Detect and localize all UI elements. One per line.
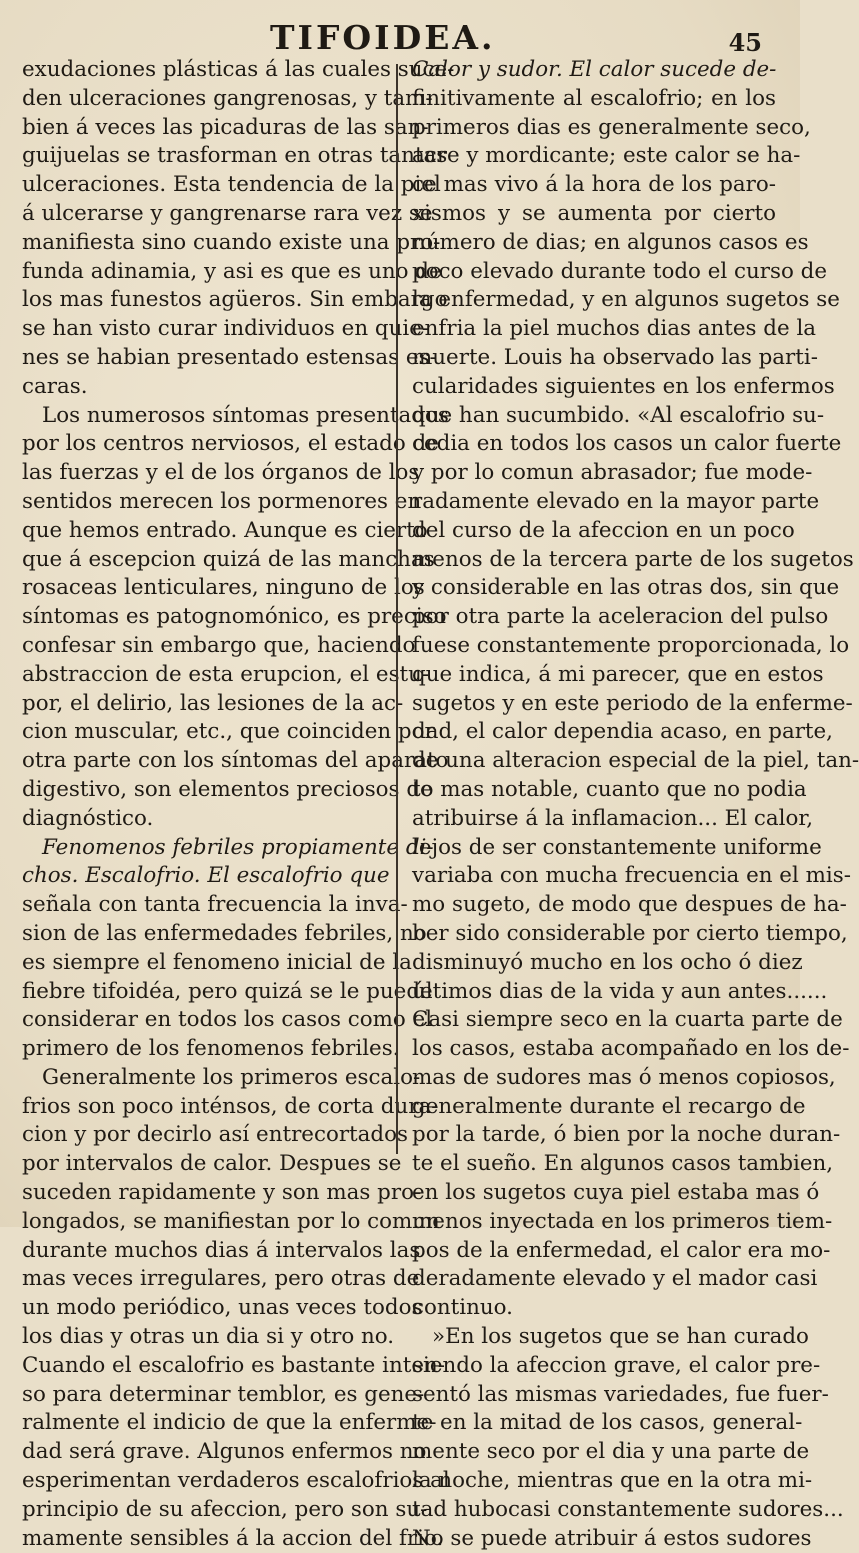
running-title: TIFOIDEA.: [270, 18, 496, 57]
right-column-line: la noche, mientras que en la otra mi-: [412, 1468, 813, 1494]
right-column-line: los casos, estaba acompañado en los de-: [412, 1036, 850, 1062]
right-column-line: fuese constantemente proporcionada, lo: [412, 632, 850, 658]
left-column-line: síntomas es patognomónico, es preciso: [22, 604, 447, 630]
left-column-line: que á escepcion quizá de las manchas: [22, 546, 435, 572]
right-column-line: poco elevado durante todo el curso de: [412, 258, 828, 284]
right-column: [412, 56, 859, 1553]
left-column-line: chos. Escalofrio. El escalofrio que: [22, 863, 390, 889]
left-column-line: por, el delirio, las lesiones de la ac-: [22, 690, 404, 716]
right-column-line: sentó las mismas variedades, fue fuer-: [412, 1381, 829, 1407]
right-column-line: acre y mordicante; este calor se ha-: [412, 143, 801, 169]
left-column-line: dad será grave. Algunos enfermos no: [22, 1439, 427, 1465]
left-column-line: las fuerzas y el de los órganos de los: [22, 460, 420, 486]
left-column-line: cion muscular, etc., que coinciden por: [22, 719, 435, 745]
left-column-line: ralmente el indicio de que la enferme-: [22, 1410, 437, 1436]
right-column-line: últimos dias de la vida y aun antes......: [412, 978, 828, 1004]
left-column-line: manifiesta sino cuando existe una pro-: [22, 229, 441, 255]
left-column-line: funda adinamia, y asi es que es uno de: [22, 258, 442, 284]
left-column-line: digestivo, son elementos preciosos de: [22, 776, 433, 802]
right-column-line: radamente elevado en la mayor parte: [412, 488, 820, 514]
right-column-line: lejos de ser constantemente uniforme: [412, 834, 822, 860]
left-column-line: frios son poco inténsos, de corta dura-: [22, 1093, 439, 1119]
left-column-line: mamente sensibles á la accion del frio.: [22, 1525, 444, 1551]
right-column-line: pos de la enfermedad, el calor era mo-: [412, 1237, 831, 1263]
right-column-line: »En los sugetos que se han curado: [432, 1324, 809, 1350]
right-column-line: mente seco por el dia y una parte de: [412, 1439, 810, 1465]
right-column-line: te en la mitad de los casos, general-: [412, 1410, 803, 1436]
column-divider: [396, 64, 398, 1154]
left-column-line: bien á veces las picaduras de las san-: [22, 114, 429, 140]
right-column-line: del curso de la afeccion en un poco: [412, 517, 795, 543]
right-column-line: por la tarde, ó bien por la noche duran-: [412, 1122, 841, 1148]
left-column: [22, 56, 455, 1553]
left-column-line: los dias y otras un dia si y otro no.: [22, 1324, 395, 1350]
right-column-line: dad, el calor dependia acaso, en parte,: [412, 719, 833, 745]
left-column-line: á ulcerarse y gangrenarse rara vez se: [22, 200, 433, 226]
left-column-line: ulceraciones. Esta tendencia de la piel: [22, 172, 441, 198]
left-column-line: rosaceas lenticulares, ninguno de los: [22, 575, 425, 601]
right-column-line: variaba con mucha frecuencia en el mis-: [412, 863, 851, 889]
right-column-line: muerte. Louis ha observado las parti-: [412, 344, 818, 370]
right-column-line: sugetos y en este periodo de la enferme-: [412, 690, 853, 716]
right-column-line: ber sido considerable por cierto tiempo,: [412, 920, 848, 946]
right-column-line: mas de sudores mas ó menos copiosos,: [412, 1064, 836, 1090]
left-column-line: que hemos entrado. Aunque es cierto: [22, 517, 428, 543]
left-column-line: so para determinar temblor, es gene-: [22, 1381, 425, 1407]
left-column-line: por los centros nerviosos, el estado de: [22, 431, 439, 457]
left-column-line: cion y por decirlo así entrecortados: [22, 1122, 408, 1148]
right-column-line: enfria la piel muchos dias antes de la: [412, 316, 817, 342]
right-column-line: cularidades siguientes en los enfermos: [412, 373, 835, 399]
right-column-line: cedia en todos los casos un calor fuerte: [412, 431, 842, 457]
right-column-line: que indica, á mi parecer, que en estos: [412, 661, 824, 687]
left-column-line: longados, se manifiestan por lo comun: [22, 1208, 440, 1234]
left-column-line: principio de su afeccion, pero son su-: [22, 1496, 428, 1522]
left-column-line: se han visto curar individuos en quie-: [22, 316, 430, 342]
left-column-line: es siempre el fenomeno inicial de la: [22, 949, 412, 975]
left-column-line: considerar en todos los casos como el: [22, 1007, 433, 1033]
right-column-line: ce mas vivo á la hora de los paro-: [412, 172, 776, 198]
right-column-line: menos inyectada en los primeros tiem-: [412, 1208, 833, 1234]
page-number: 45: [728, 28, 762, 57]
right-column-line: Casi siempre seco en la cuarta parte de: [412, 1007, 843, 1033]
left-column-line: sion de las enfermedades febriles, no: [22, 920, 427, 946]
left-column-line: mas veces irregulares, pero otras de: [22, 1266, 420, 1292]
right-column-line: finitivamente al escalofrio; en los: [412, 85, 776, 111]
left-column-line: sentidos merecen los pormenores en: [22, 488, 422, 514]
right-column-line: que han sucumbido. «Al escalofrio su-: [412, 402, 825, 428]
left-column-line: primero de los fenomenos febriles.: [22, 1036, 400, 1062]
left-column-line: abstraccion de esta erupcion, el estu-: [22, 661, 430, 687]
left-column-line: por intervalos de calor. Despues se: [22, 1151, 402, 1177]
right-column-line: Calor y sudor. El calor sucede de-: [412, 57, 777, 82]
left-column-line: caras.: [22, 373, 88, 399]
left-column-line: Los numerosos síntomas presentados: [42, 402, 449, 428]
right-column-line: por otra parte la aceleracion del pulso: [412, 604, 829, 630]
right-column-line: primeros dias es generalmente seco,: [412, 114, 811, 140]
left-column-line: durante muchos dias á intervalos las: [22, 1237, 421, 1263]
left-column-line: un modo periódico, unas veces todos: [22, 1295, 423, 1321]
right-column-line: to mas notable, cuanto que no podia: [412, 776, 807, 802]
right-column-line: tad hubocasi constantemente sudores...: [412, 1496, 844, 1522]
right-column-line: No se puede atribuir á estos sudores: [412, 1525, 812, 1551]
page-header: [0, 18, 800, 58]
left-column-line: otra parte con los síntomas del aparato: [22, 748, 449, 774]
left-column-line: diagnóstico.: [22, 805, 154, 831]
right-column-line: siendo la afeccion grave, el calor pre-: [412, 1352, 821, 1378]
left-column-line: confesar sin embargo que, haciendo: [22, 632, 416, 658]
right-column-line: continuo.: [412, 1295, 513, 1321]
right-column-line: y considerable en las otras dos, sin que: [412, 575, 840, 601]
left-column-line: Fenomenos febriles propiamente di-: [42, 834, 434, 860]
right-column-line: la enfermedad, y en algunos sugetos se: [412, 287, 840, 313]
left-column-line: Generalmente los primeros escalo-: [42, 1064, 421, 1090]
left-column-line: fiebre tifoidéa, pero quizá se le puede: [22, 978, 433, 1004]
left-column-line: Cuando el escalofrio es bastante inten-: [22, 1352, 446, 1378]
right-column-line: xismos y se aumenta por cierto: [412, 200, 776, 226]
right-column-line: de una alteracion especial de la piel, tan-: [412, 748, 859, 774]
right-column-line: te el sueño. En algunos casos tambien,: [412, 1151, 834, 1177]
right-column-line: generalmente durante el recargo de: [412, 1093, 806, 1119]
right-column-line: número de dias; en algunos casos es: [412, 229, 809, 255]
right-column-line: en los sugetos cuya piel estaba mas ó: [412, 1180, 820, 1206]
left-column-line: den ulceraciones gangrenosas, y tam-: [22, 85, 433, 111]
right-column-line: atribuirse á la inflamacion... El calor,: [412, 805, 814, 831]
right-column-line: y por lo comun abrasador; fue mode-: [412, 460, 813, 486]
left-column-line: los mas funestos agüeros. Sin embargo: [22, 287, 448, 313]
left-column-line: guijuelas se trasforman en otras tantas: [22, 143, 448, 169]
right-column-line: menos de la tercera parte de los sugetos: [412, 546, 854, 572]
left-column-line: nes se habian presentado estensas es-: [22, 344, 437, 370]
left-column-line: señala con tanta frecuencia la inva-: [22, 892, 408, 918]
left-column-line: exudaciones plásticas á las cuales suce-: [22, 57, 455, 82]
right-column-line: mo sugeto, de modo que despues de ha-: [412, 892, 847, 918]
right-column-line: deradamente elevado y el mador casi: [412, 1266, 818, 1292]
left-column-line: suceden rapidamente y son mas pro-: [22, 1180, 422, 1206]
left-column-line: esperimentan verdaderos escalofrios al: [22, 1468, 450, 1494]
right-column-line: disminuyó mucho en los ocho ó diez: [412, 949, 803, 975]
